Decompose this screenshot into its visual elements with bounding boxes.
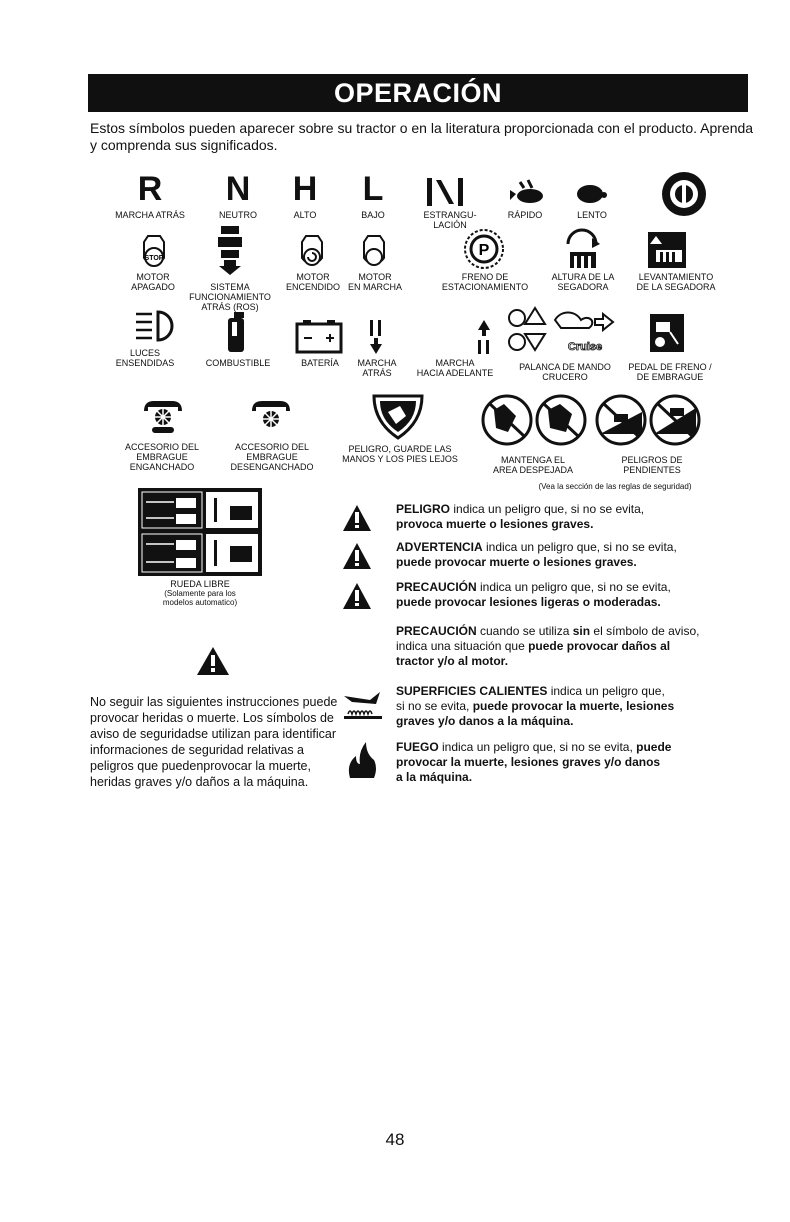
freewheel-icon <box>138 488 262 576</box>
engine-run-icon <box>358 228 390 270</box>
forward-gear-icon <box>474 318 494 356</box>
low-label: BAJO <box>361 210 385 220</box>
headlights-label: LUCES ENSENDIDAS <box>115 348 175 368</box>
key-ignition-icon <box>660 170 708 218</box>
warning-triangle-icon <box>342 542 372 570</box>
caution-triangle-icon <box>342 582 372 610</box>
danger-keyword: PELIGRO <box>396 502 451 516</box>
parking-brake-icon <box>463 228 505 270</box>
neutral-label: NEUTRO <box>219 210 257 220</box>
choke-icon <box>424 176 466 208</box>
page-number: 48 <box>385 1130 405 1149</box>
keep-hands-feet-away-icon <box>370 392 426 440</box>
fire-keyword: FUEGO <box>396 740 439 754</box>
reverse-symbol: R <box>137 170 163 208</box>
parking-p-text: P <box>478 242 490 259</box>
engine-start-label: MOTOR ENCENDIDO <box>285 272 340 292</box>
keep-away-label: PELIGRO, GUARDE LAS MANOS Y LOS PIES LEJOS <box>342 444 458 464</box>
keep-area-clear-label: MANTENGA EL AREA DESPEJADA <box>492 455 574 475</box>
safety-rules-note: (Vea la sección de las reglas de seguridad) <box>538 482 692 491</box>
caution-keyword: PRECAUCIÓN <box>396 580 477 594</box>
mower-lift-label: LEVANTAMIENTO DE LA SEGADORA <box>636 272 716 292</box>
engine-off-label: MOTOR APAGADO <box>131 272 175 292</box>
stop-text: STOP <box>144 255 164 262</box>
warning-keyword: ADVERTENCIA <box>396 540 483 554</box>
caution-row: PRECAUCIÓN indica un peligro que, si no se evita, puede provocar lesiones ligeras o moderadas. <box>340 580 760 615</box>
neutral-symbol: N <box>225 170 251 208</box>
hot-surface-row: SUPERFICIES CALIENTES indica un peligro que, si no se evita, puede provocar la muerte, lesiones graves y/o danos a la máquina. <box>340 684 760 729</box>
freewheel-panel <box>138 488 262 576</box>
slope-hazard-icon <box>594 394 702 446</box>
high-label: ALTO <box>293 210 317 220</box>
hot-surface-icon <box>340 686 384 722</box>
hot-surface-keyword: SUPERFICIES CALIENTES <box>396 684 548 698</box>
safety-alert-icon <box>196 646 230 676</box>
caution-keyword-2: PRECAUCIÓN <box>396 624 477 638</box>
ros-label: SISTEMA FUNCIONAMIENTO ATRÁS (ROS) <box>189 282 271 312</box>
parking-brake-label: FRENO DE ESTACIONAMIENTO <box>441 272 529 292</box>
mower-height-label: ALTURA DE LA SEGADORA <box>551 272 615 292</box>
high-symbol: H <box>292 170 318 208</box>
danger-row: PELIGRO indica un peligro que, si no se evita, provoca muerte o lesiones graves. <box>340 502 760 537</box>
keep-area-clear-icon <box>480 394 588 446</box>
mower-height-icon <box>562 228 602 270</box>
intro-text: Estos símbolos pueden aparecer sobre su tractor o en la literatura proporcionada con el producto. Aprenda y comprenda sus significados. <box>90 120 754 153</box>
cruise-label: PALANCA DE MANDO CRUCERO <box>519 362 611 382</box>
fast-label: RÁPIDO <box>507 210 543 220</box>
warning-row: ADVERTENCIA indica un peligro que, si no se evita, puede provocar muerte o lesiones graves. <box>340 540 760 575</box>
engine-run-label: MOTOR EN MARCHA <box>347 272 402 292</box>
engine-start-icon <box>296 228 328 270</box>
cruise-control-icon <box>505 306 625 358</box>
low-symbol: L <box>362 170 384 208</box>
fire-row: FUEGO indica un peligro que, si no se evita, puede provocar la muerte, lesiones graves y/o danos a la máquina. <box>340 740 760 785</box>
fast-icon <box>510 176 546 208</box>
slow-icon <box>572 180 608 204</box>
engine-off-icon <box>138 228 170 270</box>
forward-gear-label: MARCHA HACIA ADELANTE <box>416 358 494 378</box>
page-title: OPERACIÓN <box>333 77 503 108</box>
freewheel-label: RUEDA LIBRE (Solamente para los modelos automatico) <box>162 579 238 607</box>
choke-label: ESTRANGU- LACIÓN <box>423 210 477 230</box>
fuel-label: COMBUSTIBLE <box>205 358 271 368</box>
clutch-engaged-icon <box>142 395 184 437</box>
reverse-gear-label: MARCHA ATRÁS <box>357 358 397 378</box>
clutch-disengaged-icon <box>250 395 292 431</box>
warning-paragraph: No seguir las siguientes instrucciones puede provocar heridas o muerte. Los símbolos de aviso de seguridadse utilizan para identificar informaciones de seguridad relativas a peligros que puedenprovocar la muerte, heridas graves y/o daños a la máquina. <box>90 695 338 789</box>
fire-icon <box>344 740 380 780</box>
brake-clutch-pedal-icon <box>650 314 684 352</box>
clutch-engaged-label: ACCESORIO DEL EMBRAGUE ENGANCHADO <box>124 442 200 472</box>
slow-label: LENTO <box>577 210 607 220</box>
reverse-operation-system-icon <box>215 224 245 276</box>
reverse-label: MARCHA ATRÁS <box>115 210 185 220</box>
reverse-gear-icon <box>366 318 386 356</box>
clutch-disengaged-label: ACCESORIO DEL EMBRAGUE DESENGANCHADO <box>230 442 314 472</box>
cruise-text: Cruise <box>567 341 603 353</box>
brake-pedal-label: PEDAL DE FRENO / DE EMBRAGUE <box>628 362 712 382</box>
mower-lift-icon <box>648 232 686 268</box>
fuel-icon <box>226 312 248 354</box>
section-banner <box>88 74 748 112</box>
battery-icon <box>295 318 343 354</box>
battery-label: BATERÍA <box>301 358 339 368</box>
headlights-icon <box>134 306 178 346</box>
danger-triangle-icon <box>342 504 372 532</box>
caution-no-symbol-row: PRECAUCIÓN cuando se utiliza sin el símbolo de aviso, indica una situación que puede provocar daños al tractor y/o al motor. <box>396 624 700 668</box>
slope-hazard-label: PELIGROS DE PENDIENTES <box>621 455 683 475</box>
